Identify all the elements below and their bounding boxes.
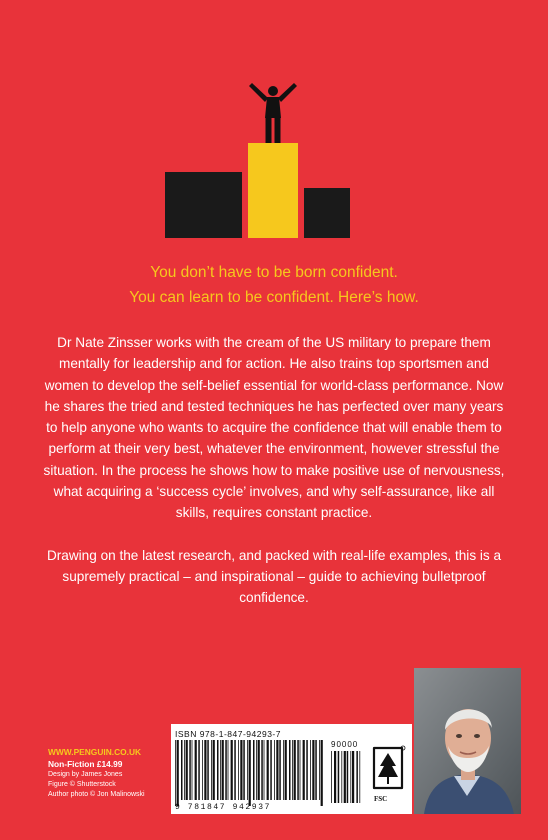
podium-figure-icon [0, 0, 548, 250]
tagline-line-1: You don’t have to be born confident. [150, 264, 398, 281]
price-label: Non-Fiction £14.99 [48, 758, 123, 769]
figure-credit: Figure © Shutterstock [48, 781, 116, 788]
victory-figure-icon [249, 83, 297, 143]
publisher-credits [48, 747, 145, 800]
barcode-panel [171, 724, 412, 814]
price-code: 90000 [331, 740, 359, 749]
author-portrait [414, 668, 521, 814]
blurb [40, 332, 508, 630]
fsc-tree-icon [369, 744, 407, 798]
podium-left-block [165, 172, 242, 238]
tagline [0, 260, 548, 310]
price-barcode-icon [331, 751, 363, 803]
publisher-url[interactable]: WWW.PENGUIN.CO.UK [48, 747, 142, 757]
photo-credit: Author photo © Jon Malinowski [48, 791, 145, 798]
isbn-label: ISBN 978-1-847-94293-7 [175, 729, 281, 739]
design-credit: Design by James Jones [48, 771, 123, 778]
podium-center-block [248, 143, 298, 238]
blurb-paragraph-2: Drawing on the latest research, and packed with real-life examples, this is a supremely practical – and inspirational – guide to achieving bulletproof confidence. [46, 547, 502, 606]
blurb-paragraph-1: Dr Nate Zinsser works with the cream of the US military to prepare them mentally for leadership and for action. He also trains top sportsmen and women to develop the self-belief essential for world-class performance. Now he shares the tried and tested techniques he has perfected over many years to help anyone who wants to acquire the confidence that will enable them to perform at their very best, whatever the environment, however stressful the situation. In the process he shows how to make positive use of nervousness, what acquiring a ‘success cycle’ involves, and why self-assurance, like all skills, requires constant practice. [43, 335, 505, 521]
podium-right-block [304, 188, 350, 238]
barcode-digits: 9 781847 942937 [175, 803, 272, 812]
barcode-icon [175, 740, 325, 806]
fsc-label: FSC [374, 795, 388, 803]
tagline-line-2: You can learn to be confident. Here’s how. [129, 289, 419, 306]
